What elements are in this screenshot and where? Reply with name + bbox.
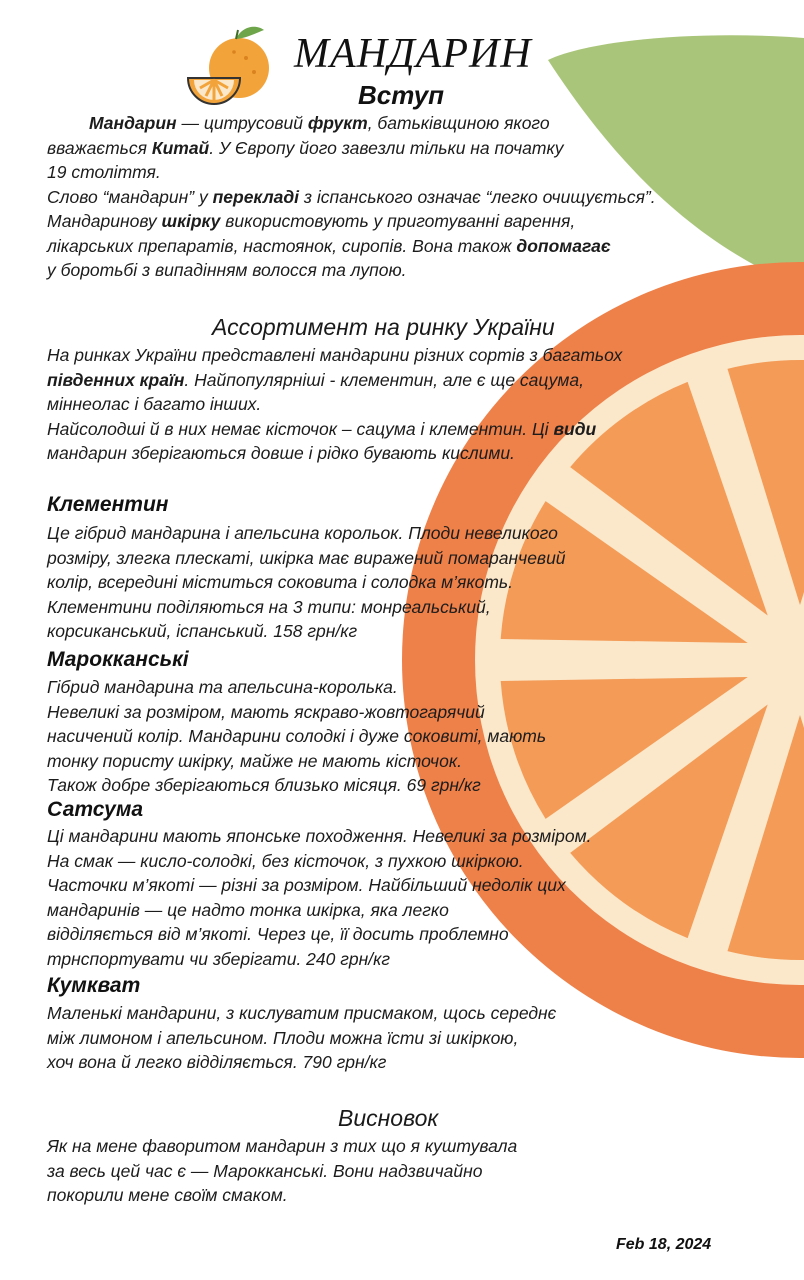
variety-text-moroccan (47, 675, 737, 798)
variety-text-kumquat (47, 1001, 737, 1075)
variety-line: На смак — кисло-солодкі, без кісточок, з пухкою шкіркою. (47, 850, 524, 871)
variety-line: корсиканський, іспанський. 158 грн/кг (47, 621, 358, 641)
variety-line: хоч вона й легко відділяється. 790 грн/кг (47, 1052, 387, 1072)
variety-line: Ці мандарини мають японське походження. Невеликі за розміром. (47, 826, 592, 846)
variety-line: Також добре зберігаються близько місяця. 69 грн/кг (47, 775, 481, 795)
variety-line: Невеликі за розміром, мають яскраво-жовтогарячий (47, 701, 485, 722)
intro-line: Слово “мандарин” у перекладі з іспанського означає “легко очищується”. (47, 186, 656, 207)
intro-line: 19 століття. (47, 162, 161, 182)
assortment-line: Найсолодші й в них немає кісточок – сацума і клементин. Ці види (47, 418, 597, 439)
variety-text-satsuma (47, 824, 737, 971)
variety-heading-satsuma: Сатсума (47, 798, 144, 821)
assortment-heading: Ассортимент на ринку України (212, 314, 555, 340)
conclusion-line: покорили мене своїм смаком. (47, 1185, 288, 1205)
page-title: МАНДАРИН (294, 31, 532, 77)
conclusion-line: за весь цей час є — Марокканські. Вони надзвичайно (47, 1160, 483, 1181)
conclusion-heading: Висновок (338, 1105, 439, 1131)
variety-line: мандаринів — це надто тонка шкірка, яка легко (47, 899, 449, 920)
variety-line: Клементини поділяються на 3 типи: монреальський, (47, 596, 491, 617)
variety-heading-moroccan: Марокканські (47, 648, 189, 671)
variety-line: розміру, злегка плескаті, шкірка має виражений помаранчевий (47, 547, 566, 568)
variety-heading-clementine: Клементин (47, 493, 169, 516)
date-label: Feb 18, 2024 (616, 1236, 712, 1253)
intro-line: Мандарин — цитрусовий фрукт, батьківщиною якого (89, 113, 550, 133)
variety-line: Маленькі мандарини, з кислуватим присмаком, щось середнє (47, 1003, 557, 1023)
assortment-line: південних країн. Найпопулярніші - клементин, але є ще сацума, (47, 369, 584, 390)
variety-line: Гібрид мандарина та апельсина-королька. (47, 677, 398, 697)
variety-text-clementine (47, 521, 737, 644)
assortment-line: міннеолас і багато інших. (47, 394, 262, 414)
variety-line: Це гібрид мандарина і апельсина корольок. Плоди невеликого (47, 523, 558, 543)
variety-line: колір, всередині міститься соковита і солодка м’якоть. (47, 572, 513, 592)
assortment-line: мандарин зберігаються довше і рідко бувають кислими. (47, 443, 515, 463)
variety-line: між лимоном і апельсином. Плоди можна їсти зі шкіркою, (47, 1027, 519, 1048)
variety-heading-kumquat: Кумкват (47, 974, 141, 997)
variety-line: тонку пористу шкірку, майже не мають кісточок. (47, 750, 462, 771)
assortment-line: На ринках України представлені мандарини різних сортів з багатьох (47, 345, 623, 365)
variety-line: відділяється від м’якоті. Через це, її досить проблемно (47, 924, 509, 944)
variety-line: Часточки м’якоті — різні за розміром. Найбільший недолік цих (47, 875, 566, 895)
intro-line: у боротьбі з випадінням волосся та лупою. (47, 260, 407, 280)
intro-line: вважається Китай. У Європу його завезли тільки на початку (47, 137, 564, 158)
intro-line: лікарських препаратів, настоянок, сиропів. Вона також допомагає (47, 235, 611, 256)
intro-line: Мандаринову шкірку використовують у приготуванні варення, (47, 211, 576, 231)
conclusion-paragraph (47, 1134, 737, 1208)
variety-line: насичений колір. Мандарини солодкі і дуже соковиті, мають (47, 726, 547, 746)
intro-paragraph (47, 111, 737, 283)
variety-line: трнспортувати чи зберігати. 240 грн/кг (47, 948, 390, 969)
conclusion-line: Як на мене фаворитом мандарин з тих що я куштувала (47, 1136, 518, 1156)
intro-heading: Вступ (358, 80, 445, 110)
assortment-paragraph (47, 343, 737, 466)
tangerine-logo-icon (184, 22, 274, 106)
